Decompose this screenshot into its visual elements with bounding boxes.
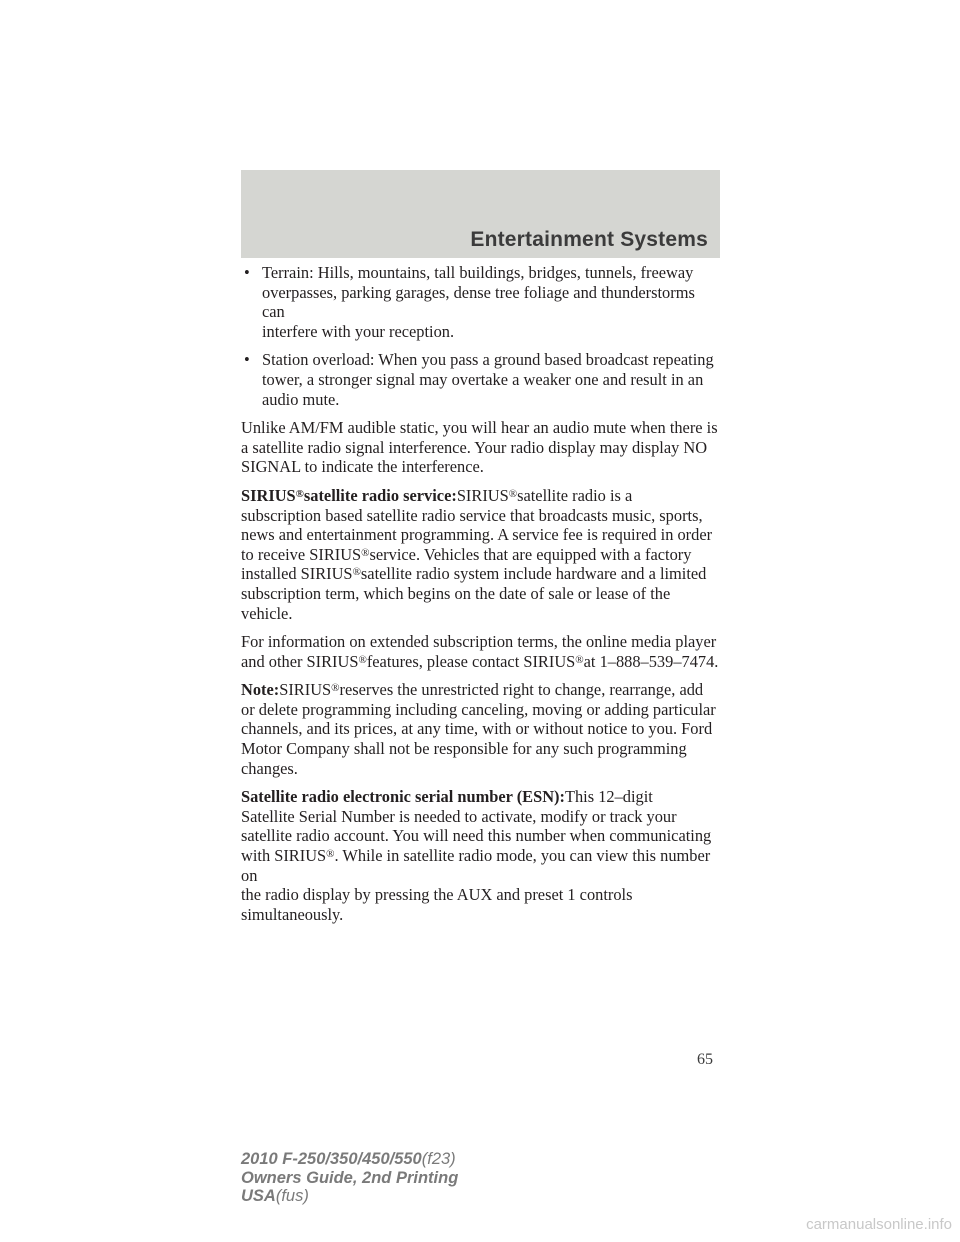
paragraph-note: Note:SIRIUS®reserves the unrestricted right to change, rearrange, add or delete programming including canceling, moving or adding particular channels, and its prices, at any time, with or without notice to you. Ford Motor Company shall not be responsible for any such programming changes.	[241, 680, 716, 778]
paragraph-audio-mute: Unlike AM/FM audible static, you will hear an audio mute when there is a satellite radio signal interference. Your radio display may display NO SIGNAL to indicate the interference.	[241, 418, 718, 477]
watermark: carmanualsonline.info	[806, 1216, 952, 1233]
bullet-icon: •	[244, 263, 250, 282]
paragraph-sirius-service: SIRIUS®satellite radio service:SIRIUS®satellite radio is a subscription based satellite radio service that broadcasts music, sports, news and entertainment programming. A service fee is required in order to receive SIRIUS®service. Vehicles that are equipped with a factory installed SIRIUS®satellite radio system include hardware and a limited subscription term, which begins on the date of sale or lease of the vehicle.	[241, 485, 713, 623]
esn-heading: Satellite radio electronic serial number (ESN):	[241, 787, 565, 807]
page-body	[241, 263, 721, 933]
page-number: 65	[697, 1051, 713, 1068]
section-header-band	[241, 170, 720, 258]
paragraph-contact-info: For information on extended subscription terms, the online media player and other SIRIUS®features, please contact SIRIUS®at 1–888–539–7474.	[241, 632, 719, 671]
footer-edition-info: 2010 F-250/350/450/550(f23) Owners Guide, 2nd Printing USA(fus)	[241, 1150, 459, 1205]
bullet-icon: •	[244, 350, 250, 370]
bullet-item-station-overload: • Station overload: When you pass a ground based broadcast repeating tower, a stronger signal may overtake a weaker one and result in an audio mute.	[244, 350, 714, 409]
sirius-service-heading: SIRIUS®satellite radio service:	[241, 485, 457, 505]
note-heading: Note:	[241, 680, 280, 700]
paragraph-esn: Satellite radio electronic serial number (ESN):This 12–digit Satellite Serial Number is needed to activate, modify or track your satellite radio account. You will need this number when communicating with SIRIUS®. While in satellite radio mode, you can view this number on the radio display by pressing the AUX and preset 1 controls simultaneously.	[241, 787, 712, 924]
bullet-item-terrain: • Terrain: Hills, mountains, tall buildings, bridges, tunnels, freeway overpasses, parking garages, dense tree foliage and thunderstorms can interfere with your reception.	[244, 263, 695, 341]
section-title: Entertainment Systems	[470, 228, 708, 251]
